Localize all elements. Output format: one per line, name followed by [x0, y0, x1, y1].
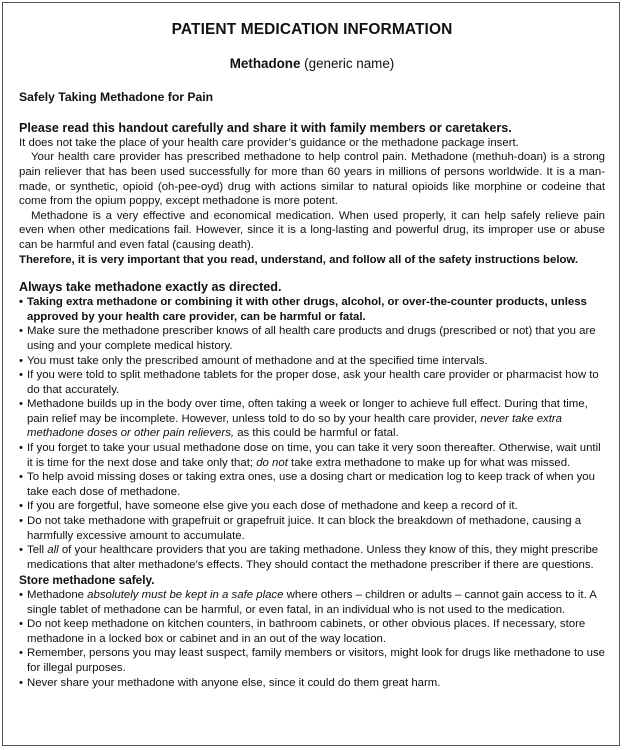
- list-item-text: If you forget to take your usual methadone dose on time, you can take it very soon thereafter. Otherwise, wait until it is time for the next dose and take only that;: [27, 442, 601, 469]
- list-item: • Never share your methadone with anyone else, since it could do them great harm.: [19, 676, 605, 691]
- intro-paragraph-1: It does not take the place of your health care provider’s guidance or the methadone package insert.: [19, 136, 519, 149]
- list-item: [19, 543, 605, 572]
- intro-lead: Please read this handout carefully and share it with family members or caretakers.: [19, 120, 512, 135]
- storage-list: [19, 588, 605, 690]
- drug-name: Methadone: [229, 55, 301, 71]
- directions-heading: Always take methadone exactly as directed.: [19, 280, 282, 295]
- list-item: [19, 588, 605, 617]
- list-item: • You must take only the prescribed amount of methadone and at the specified time intervals.: [19, 354, 605, 369]
- list-item: • If you were told to split methadone tablets for the proper dose, ask your health care provider or pharmacist how to do that accurately.: [19, 368, 605, 397]
- list-item: • Make sure the methadone prescriber knows of all health care products and drugs (prescribed or not) that you are using and your complete medical history.: [19, 324, 605, 353]
- list-item-emphasis: absolutely must be kept in a safe place: [87, 589, 284, 601]
- list-item: • Do not take methadone with grapefruit or grapefruit juice. It can block the breakdown of methadone, causing a harmfully excessive amount to accumulate.: [19, 514, 605, 543]
- list-item: [19, 441, 605, 470]
- list-item-text: of your healthcare providers that you are taking methadone. Unless they know of this, they might prescribe medications that alter methadone’s effects. They should contact the methadone prescriber if there are questions.: [27, 544, 599, 571]
- list-item: • Do not keep methadone on kitchen counters, in bathroom cabinets, or other obvious places. If necessary, store methadone in a locked box or cabinet and in an out of the way location.: [19, 617, 605, 646]
- list-item-emphasis: do not: [256, 456, 288, 469]
- drug-name-suffix: (generic name): [300, 55, 395, 71]
- storage-heading: Store methadone safely.: [19, 573, 155, 588]
- section-title: Safely Taking Methadone for Pain: [19, 90, 214, 105]
- list-item-text: as this could be harmful or fatal.: [234, 427, 399, 440]
- intro-paragraph-3: Methadone is a very effective and economical medication. When used properly, it can help safely relieve pain even when other medications fail. However, since it is a long-lasting and powerful drug, its improper use or abuse can be harmful and even fatal (causing death).: [19, 209, 605, 251]
- page-title: PATIENT MEDICATION INFORMATION: [171, 21, 453, 38]
- list-item-text: Methadone: [27, 589, 88, 601]
- list-item-emphasis: never take extra methadone doses or other pain relievers,: [27, 412, 563, 440]
- list-item-text: take extra methadone to make up for what was missed.: [287, 456, 571, 469]
- drug-name-line: [19, 57, 605, 72]
- directions-list: [19, 295, 605, 572]
- intro-paragraph-2: Your health care provider has prescribed methadone to help control pain. Methadone (methuh-doan) is a strong pain reliever that has been used successfully for more than 60 years in millions of persons worldwide. It is a man-made, or synthetic, opioid (oh-pee-oyd) drug with actions similar to natural opioids like morphine or codeine that come from the opium poppy, except methadone is more potent.: [19, 151, 605, 208]
- list-item: • Remember, persons you may least suspect, family members or visitors, might look for drugs like methadone to use for illegal purposes.: [19, 646, 605, 675]
- medication-handout: [2, 2, 620, 746]
- list-item: • Taking extra methadone or combining it with other drugs, alcohol, or over-the-counter products, unless approved by your health care provider, can be harmful or fatal.: [19, 295, 605, 324]
- list-item: • To help avoid missing doses or taking extra ones, use a dosing chart or medication log to keep track of when you take each dose of methadone.: [19, 470, 605, 499]
- list-item-text: Tell: [27, 544, 48, 557]
- list-item-text: Methadone builds up in the body over time, often taking a week or longer to achieve full effect. During that time, pain relief may be incomplete. However, unless told to do so by your health care provider,: [27, 398, 588, 425]
- list-item: [19, 397, 605, 441]
- intro-paragraph-4: Therefore, it is very important that you read, understand, and follow all of the safety instructions below.: [19, 253, 579, 266]
- list-item-emphasis: all: [47, 544, 59, 557]
- list-item: • If you are forgetful, have someone else give you each dose of methadone and keep a record of it.: [19, 499, 605, 514]
- list-item-text: where others – children or adults – cannot gain access to it. A single tablet of methadone can be harmful, or even fatal, in an individual who is not used to the medication.: [27, 589, 597, 616]
